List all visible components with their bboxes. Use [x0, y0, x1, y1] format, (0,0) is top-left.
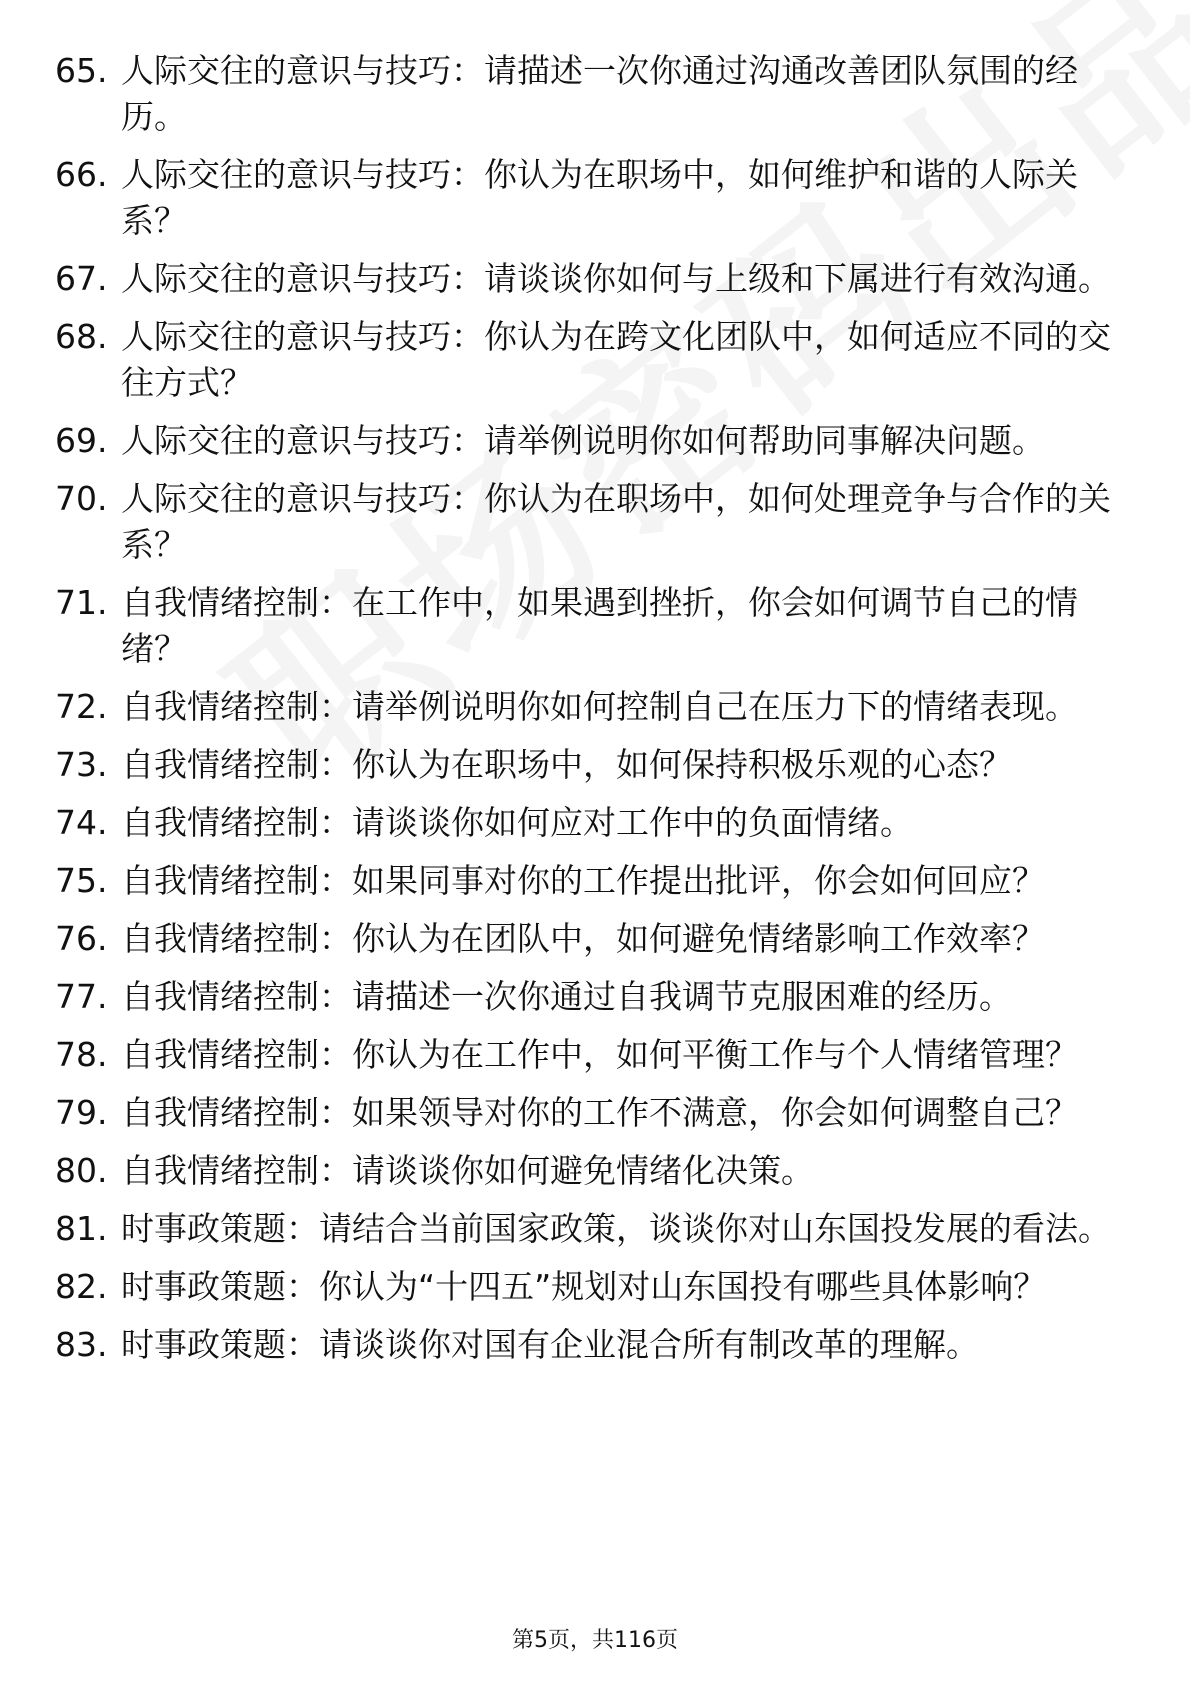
question-text: 自我情绪控制：请举例说明你如何控制自己在压力下的情绪表现。 — [121, 687, 1078, 726]
question-number: 73. — [55, 745, 108, 784]
list-item — [55, 800, 1115, 846]
list-item — [55, 1322, 1115, 1368]
question-text: 人际交往的意识与技巧：请描述一次你通过沟通改善团队氛围的经历。 — [121, 51, 1078, 136]
question-text: 时事政策题：请谈谈你对国有企业混合所有制改革的理解。 — [121, 1325, 979, 1364]
list-item — [55, 1090, 1115, 1136]
page-footer: 第5页，共116页 — [512, 1628, 678, 1653]
question-number: 80. — [55, 1151, 108, 1190]
list-item — [55, 418, 1115, 464]
question-text: 人际交往的意识与技巧：你认为在职场中，如何处理竞争与合作的关系？ — [121, 479, 1111, 564]
question-text: 人际交往的意识与技巧：你认为在职场中，如何维护和谐的人际关系？ — [121, 155, 1078, 240]
list-item — [55, 1148, 1115, 1194]
question-number: 71. — [55, 583, 108, 622]
list-item — [55, 314, 1115, 406]
list-item — [55, 1206, 1115, 1252]
question-text: 人际交往的意识与技巧：请举例说明你如何帮助同事解决问题。 — [121, 421, 1045, 460]
question-number: 65. — [55, 51, 108, 90]
question-text: 自我情绪控制：你认为在团队中，如何避免情绪影响工作效率？ — [121, 919, 1045, 958]
question-text: 时事政策题：请结合当前国家政策，谈谈你对山东国投发展的看法。 — [121, 1209, 1111, 1248]
question-number: 78. — [55, 1035, 108, 1074]
list-item — [55, 580, 1115, 672]
question-number: 66. — [55, 155, 108, 194]
question-text: 自我情绪控制：在工作中，如果遇到挫折，你会如何调节自己的情绪？ — [121, 583, 1078, 668]
question-text: 自我情绪控制：请描述一次你通过自我调节克服困难的经历。 — [121, 977, 1012, 1016]
question-list — [55, 48, 1115, 1380]
list-item — [55, 742, 1115, 788]
question-text: 自我情绪控制：请谈谈你如何应对工作中的负面情绪。 — [121, 803, 913, 842]
question-number: 83. — [55, 1325, 108, 1364]
question-text: 自我情绪控制：如果领导对你的工作不满意，你会如何调整自己？ — [121, 1093, 1078, 1132]
question-number: 75. — [55, 861, 108, 900]
question-text: 自我情绪控制：你认为在职场中，如何保持积极乐观的心态？ — [121, 745, 1012, 784]
list-item — [55, 916, 1115, 962]
question-text: 自我情绪控制：如果同事对你的工作提出批评，你会如何回应？ — [121, 861, 1045, 900]
question-number: 77. — [55, 977, 108, 1016]
list-item — [55, 1264, 1115, 1310]
question-number: 70. — [55, 479, 108, 518]
question-number: 81. — [55, 1209, 108, 1248]
question-number: 82. — [55, 1267, 108, 1306]
list-item — [55, 684, 1115, 730]
list-item — [55, 256, 1115, 302]
question-number: 67. — [55, 259, 108, 298]
question-text: 人际交往的意识与技巧：请谈谈你如何与上级和下属进行有效沟通。 — [121, 259, 1111, 298]
question-text: 时事政策题：你认为“十四五”规划对山东国投有哪些具体影响？ — [121, 1267, 1047, 1306]
list-item — [55, 476, 1115, 568]
list-item — [55, 1032, 1115, 1078]
list-item — [55, 858, 1115, 904]
list-item — [55, 48, 1115, 140]
question-number: 68. — [55, 317, 108, 356]
list-item — [55, 974, 1115, 1020]
question-number: 76. — [55, 919, 108, 958]
question-number: 69. — [55, 421, 108, 460]
question-number: 79. — [55, 1093, 108, 1132]
list-item — [55, 152, 1115, 244]
question-text: 自我情绪控制：你认为在工作中，如何平衡工作与个人情绪管理？ — [121, 1035, 1078, 1074]
question-text: 人际交往的意识与技巧：你认为在跨文化团队中，如何适应不同的交往方式？ — [121, 317, 1111, 402]
question-text: 自我情绪控制：请谈谈你如何避免情绪化决策。 — [121, 1151, 814, 1190]
question-number: 74. — [55, 803, 108, 842]
question-number: 72. — [55, 687, 108, 726]
